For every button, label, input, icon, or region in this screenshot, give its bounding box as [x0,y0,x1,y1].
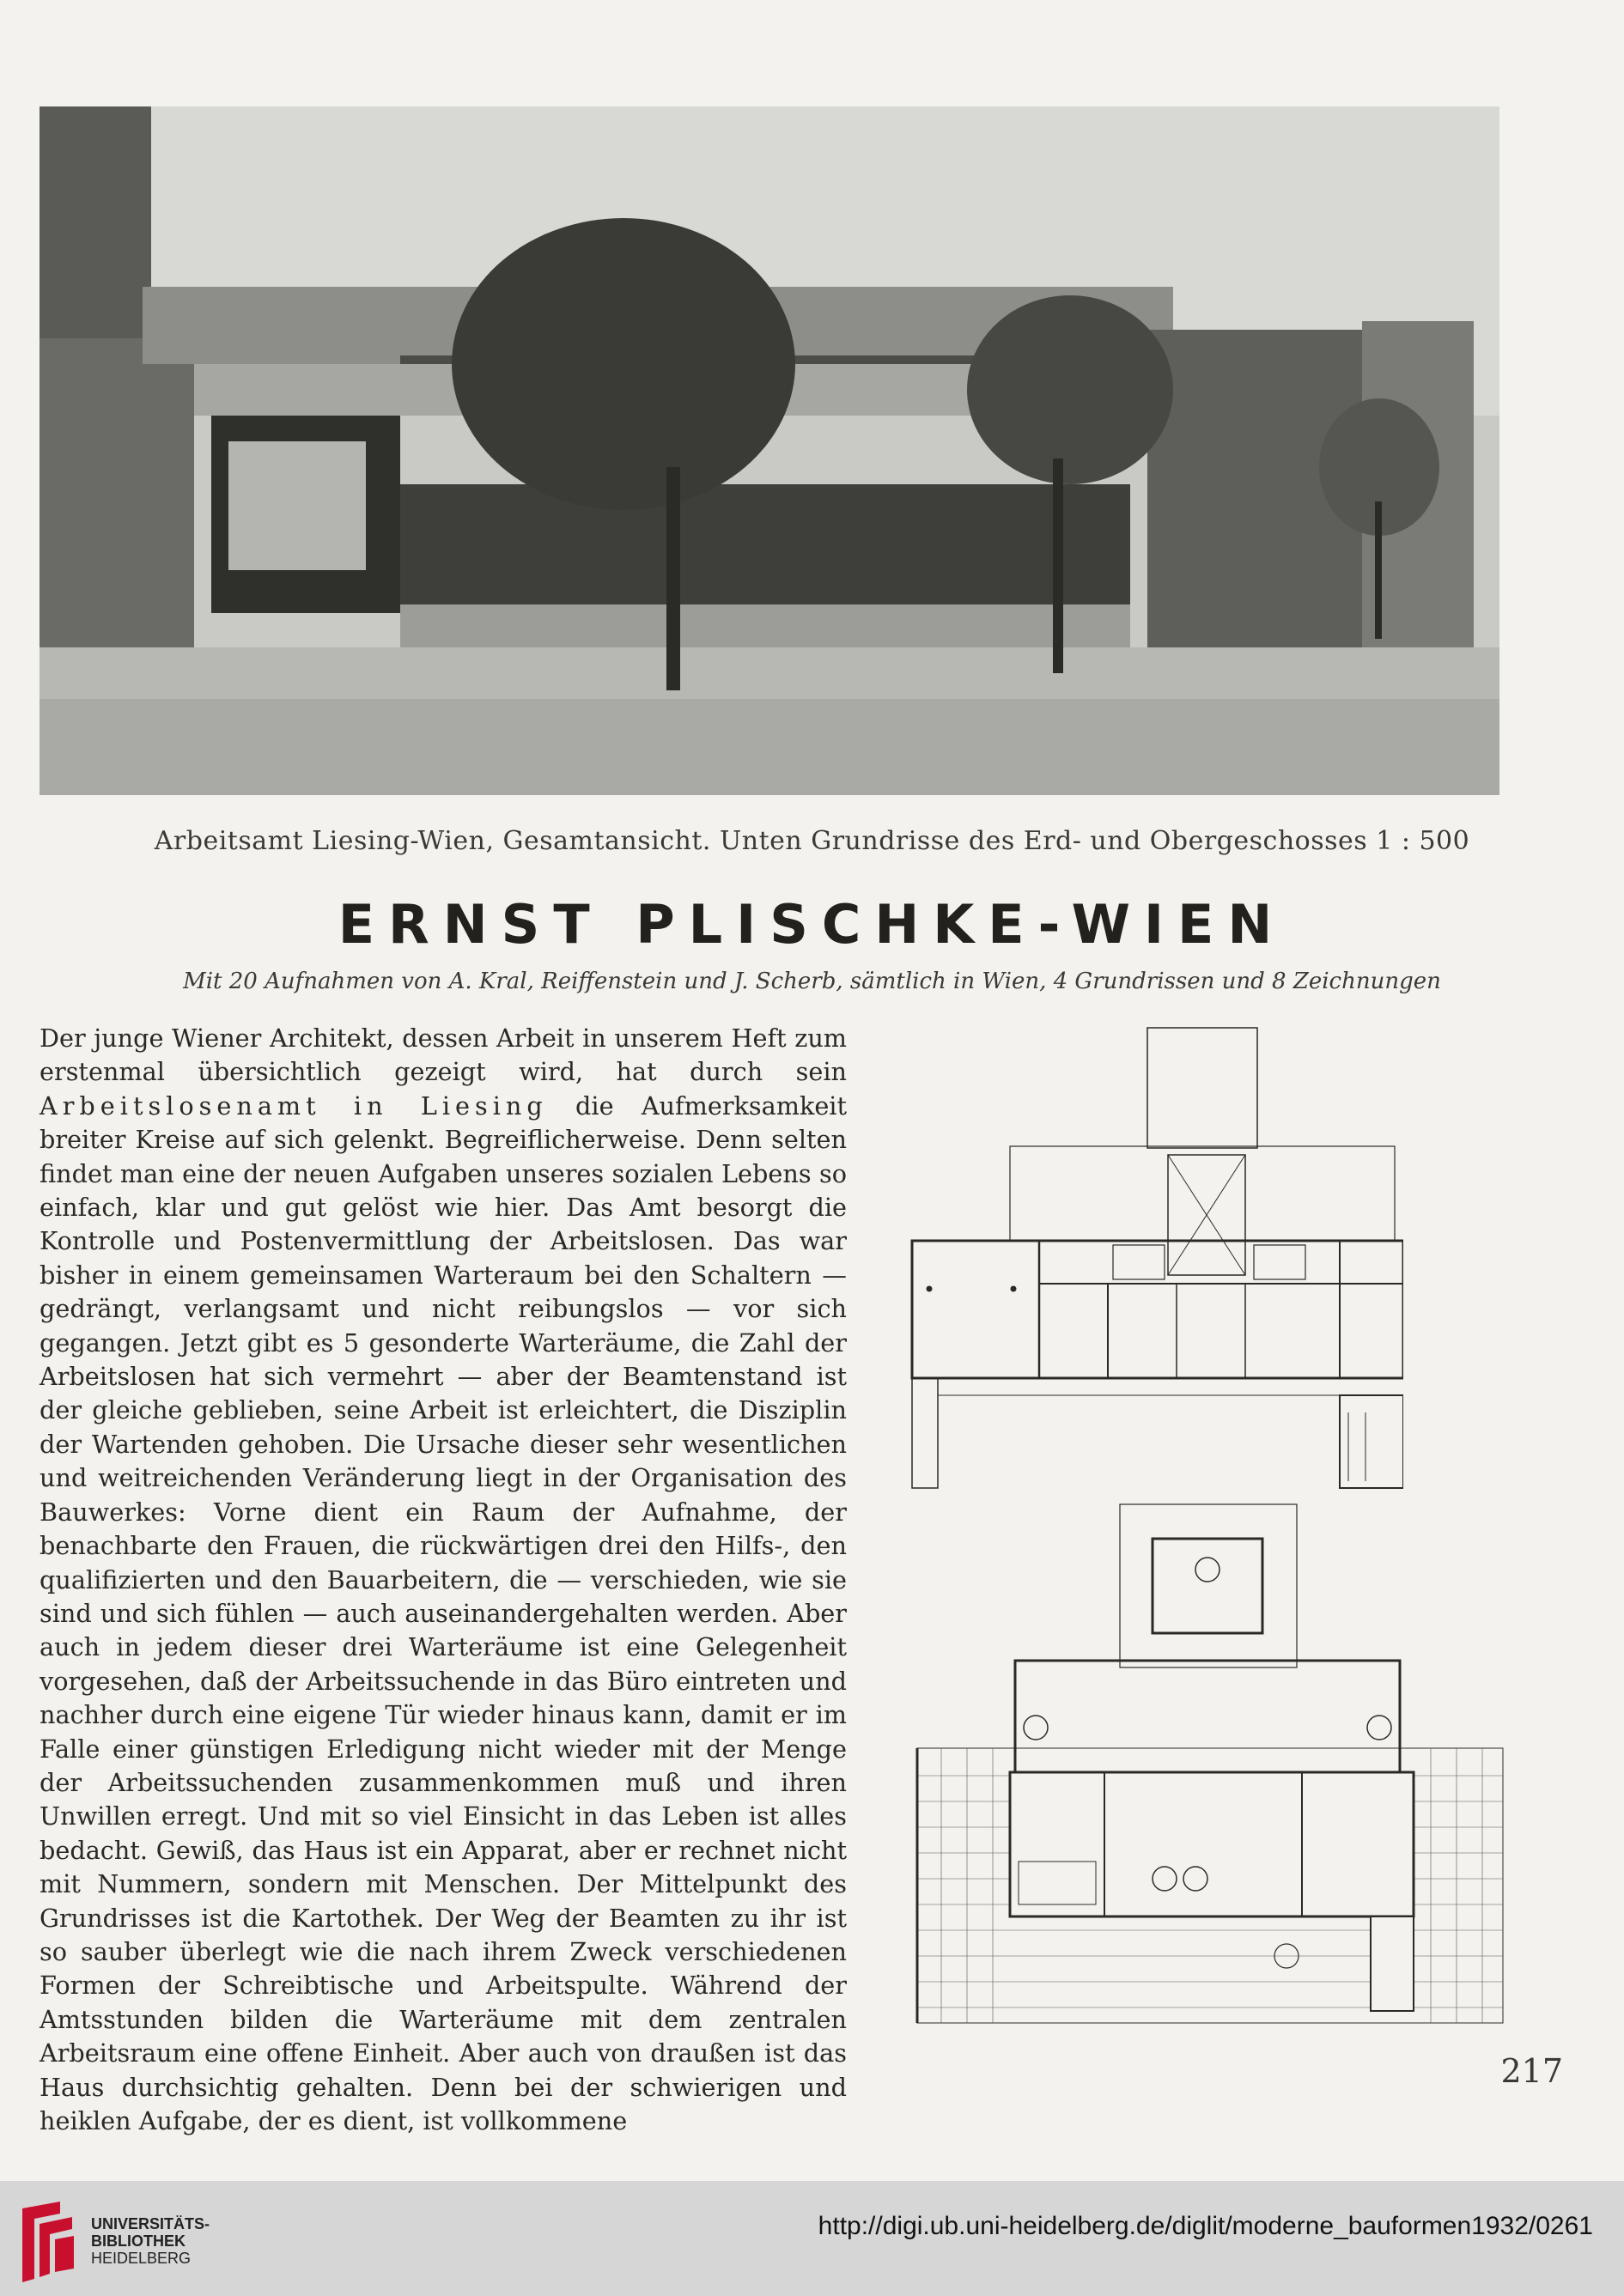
body-text-part: Der junge Wiener Architekt, dessen Arbeit in unserem Heft zum erstenmal übersichtlich gezeigt wird, hat durch sein [40,1023,847,1087]
body-text-spaced: Arbeitslosenamt in Liesing [40,1090,548,1121]
floor-plan-ground [915,1501,1505,2025]
floor-plan-upper [910,1026,1403,1490]
article-title: ERNST PLISCHKE-WIEN [338,893,1286,956]
footer-bar [0,2181,1624,2296]
article-subtitle: Mit 20 Aufnahmen von A. Kral, Reiffenstein und J. Scherb, sämtlich in Wien, 4 Grundrissen und 8 Zeichnungen [183,969,1441,994]
article-body [40,1022,847,2138]
library-logo-icon[interactable] [17,2200,77,2284]
source-url-link[interactable]: http://digi.ub.uni-heidelberg.de/diglit/moderne_bauformen1932/0261 [818,2212,1593,2240]
body-text-part: die Aufmerksamkeit breiter Kreise auf sich gelenkt. Begreiflicherweise. Denn selten findet man eine der neuen Aufgaben unseres sozialen Lebens so einfach, klar und gut gelöst wie hier. Das Amt besorgt die Kontrolle und Postenvermittlung der Arbeitslosen. Das war bisher in einem gemeinsamen Warteraum bei den Schaltern — gedrängt, verlangsamt und nicht reibungslos — vor sich gegangen. Jetzt gibt es 5 gesonderte Warteräume, die Zahl der Arbeitslosen hat sich vermehrt — aber der Beamtenstand ist der gleiche geblieben, seine Arbeit ist erleichtert, die Disziplin der Wartenden gehoben. Die Ursache dieser sehr wesentlichen und weitreichenden Veränderung liegt in der Organisation des Bauwerkes: Vorne dient ein Raum der Aufnahme, der benachbarte den Frauen, die rückwärtigen drei den Hilfs-, den qualifizierten und den Bauarbeitern, die — verschieden, wie sie sind und sich fühlen — auch auseinandergehalten werden. Aber auch in jedem dieser drei Warteräume ist eine Gelegenheit vorgesehen, daß der Arbeitssuchende in das Büro eintreten und nachher durch eine eigene Tür wieder hinaus kann, damit er im Falle einer günstigen Erledigung nicht wieder mit der Menge der Arbeitssuchenden zusammenkommen muß und ihren Unwillen erregt. Und mit so viel Einsicht in das Leben ist alles bedacht. Gewiß, das Haus ist ein Apparat, aber er rechnet nicht mit Nummern, sondern mit Menschen. Der Mittelpunkt des Grundrisses ist die Kartothek. Der Weg der Beamten zu ihr ist so sauber überlegt wie die nach ihrem Zweck verschiedenen Formen der Schreibtische und Arbeitspulte. Während der Amtsstunden bilden die Warteräume mit dem zentralen Arbeitsraum eine offene Einheit. Aber auch von draußen ist das Haus durchsichtig gehalten. Denn bei der schwierigen und heiklen Aufgabe, der es dient, ist vollkommene [40,1090,848,2135]
library-name [91,2215,210,2267]
building-photograph [40,106,1499,795]
figure-caption: Arbeitsamt Liesing-Wien, Gesamtansicht. Unten Grundrisse des Erd- und Obergeschosses 1 : 500 [154,826,1470,856]
library-name-line1: UNIVERSITÄTS- [91,2215,210,2232]
library-name-line2: BIBLIOTHEK [91,2232,186,2250]
library-name-line3: HEIDELBERG [91,2250,192,2267]
page-number: 217 [1500,2052,1563,2090]
